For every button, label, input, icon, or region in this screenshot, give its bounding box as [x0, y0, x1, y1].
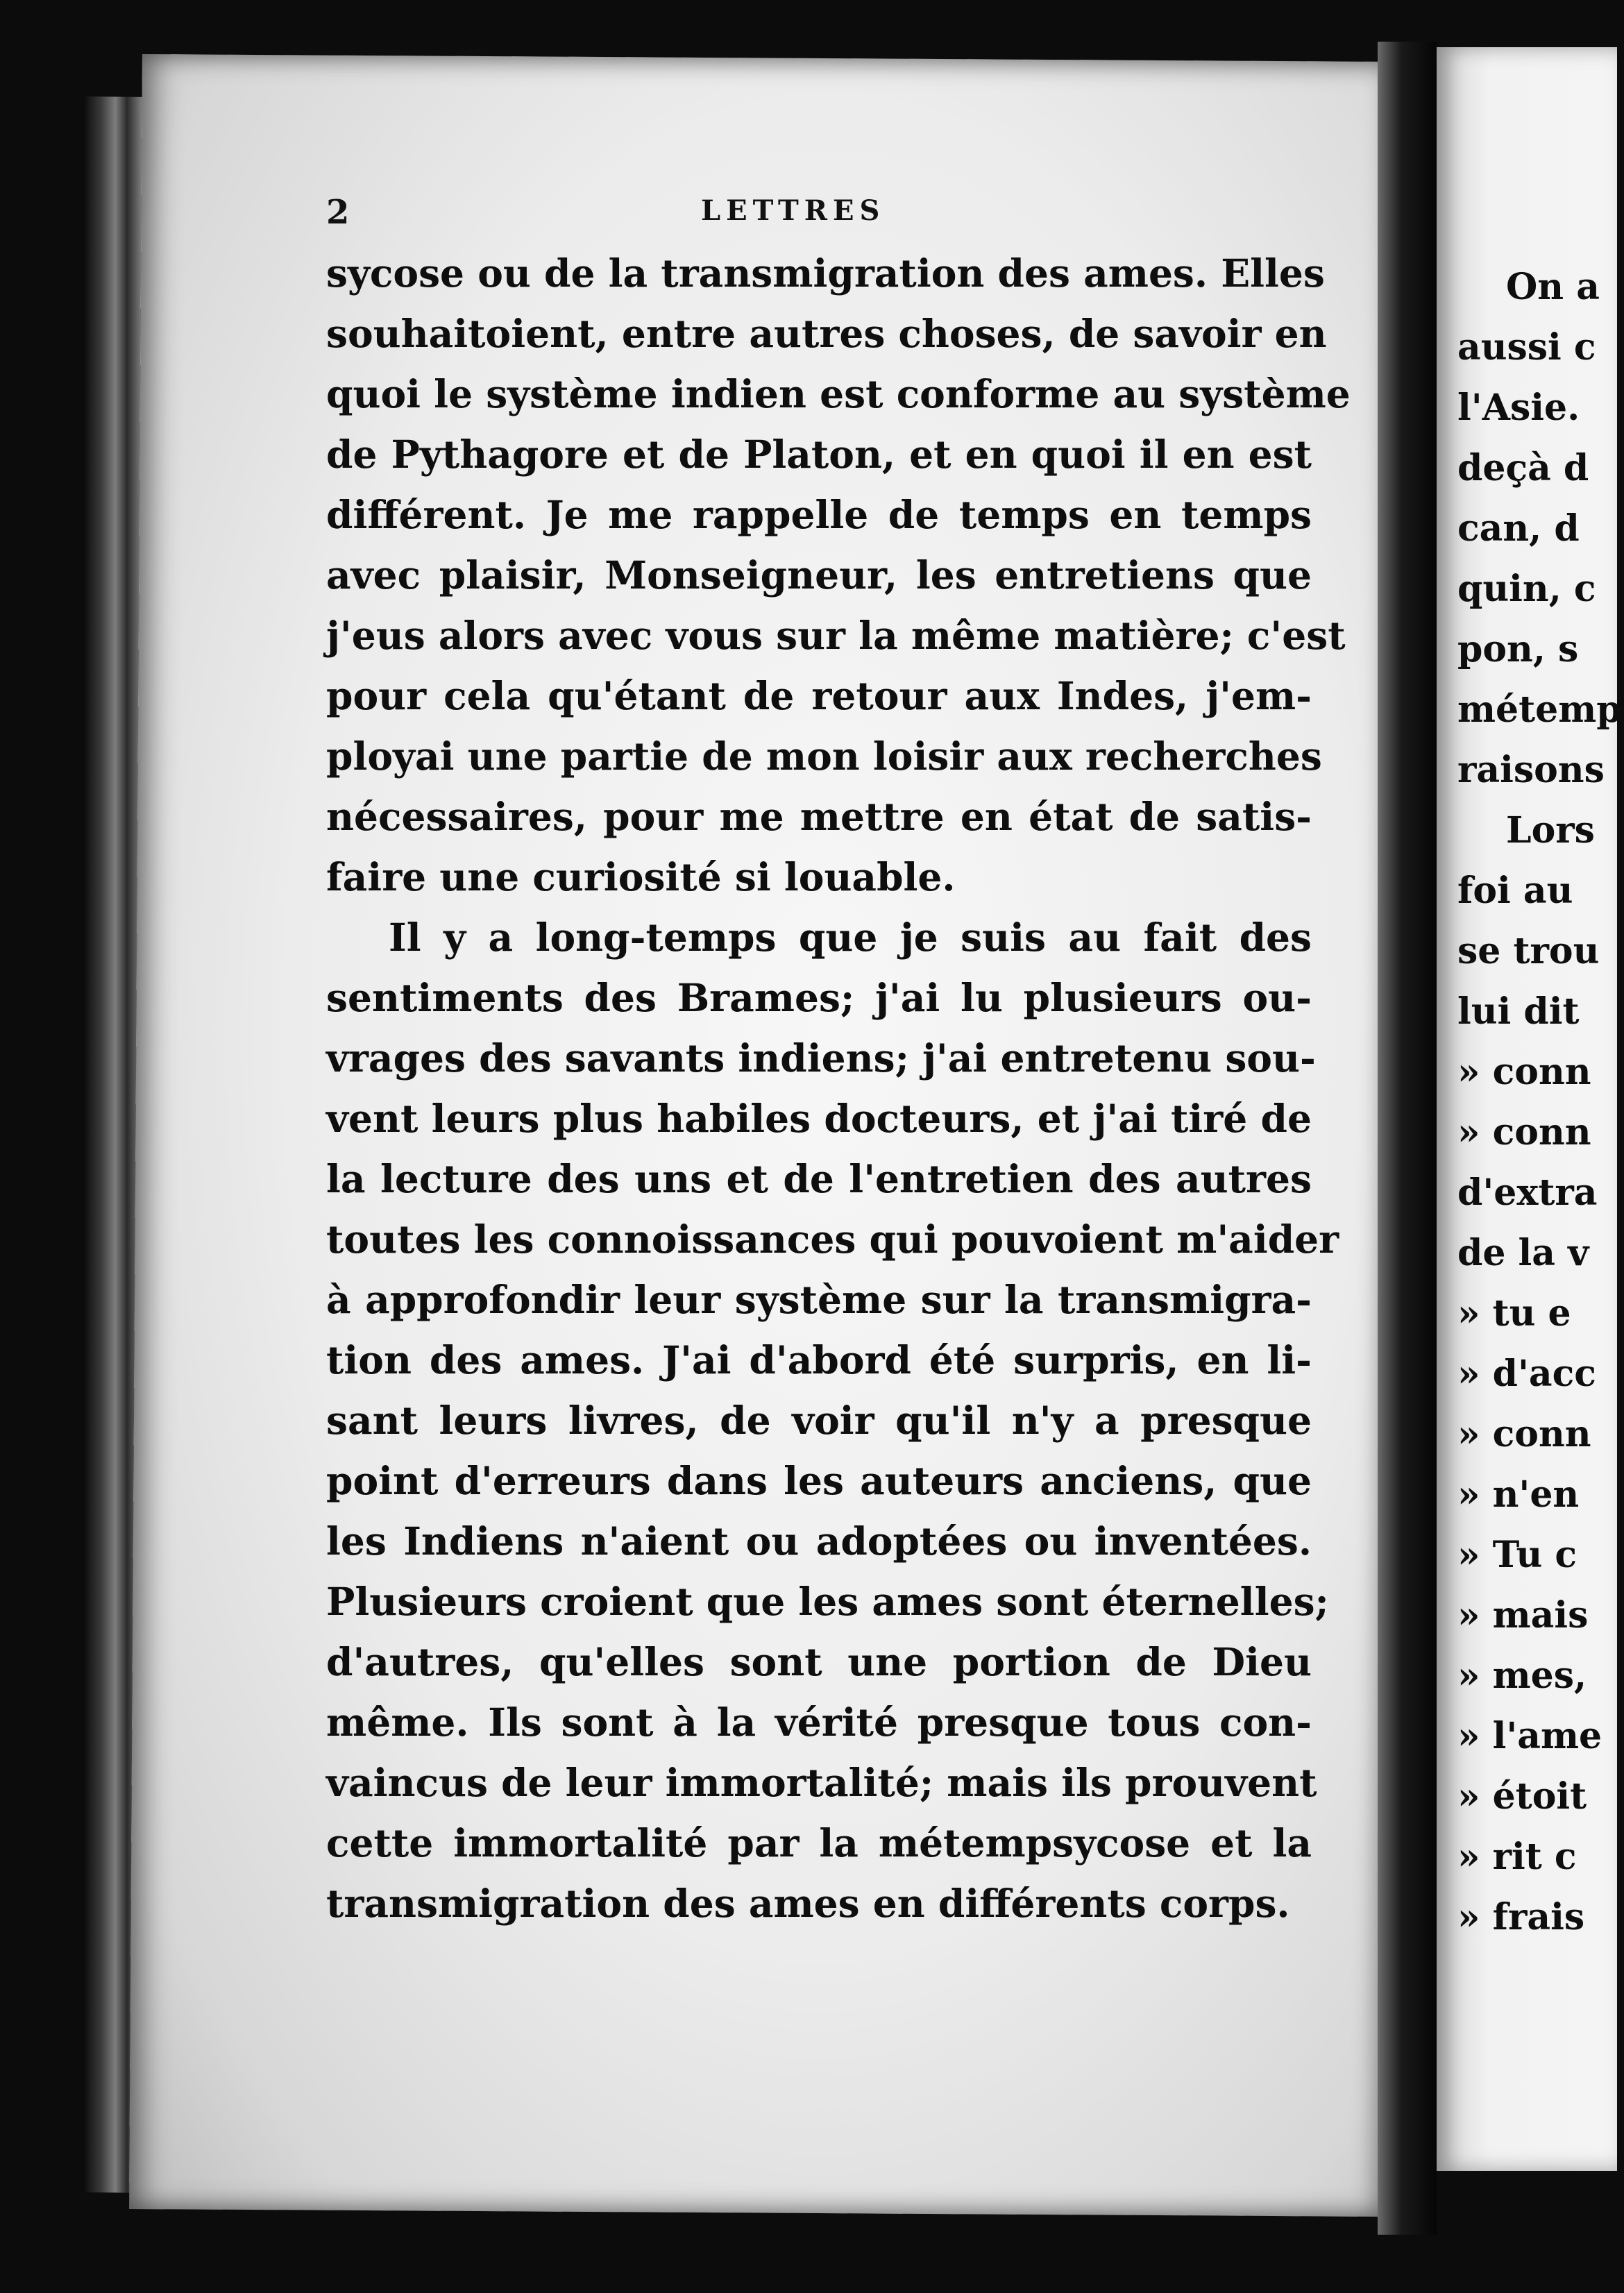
text-line: souhaitoient, entre autres choses, de savoir en: [326, 311, 1327, 356]
text-line: » conn: [1457, 1051, 1591, 1093]
text-line: On a: [1506, 266, 1600, 308]
text-line: tion des ames. J'ai d'abord été surpris, en li-: [326, 1337, 1312, 1382]
text-line: d'autres, qu'elles sont une portion de Dieu: [326, 1639, 1312, 1684]
text-line: foi au: [1457, 870, 1573, 912]
text-line: quin, c: [1457, 568, 1596, 610]
text-line: faire une curiosité si louable.: [326, 854, 956, 899]
text-line: cette immortalité par la métempsycose et la: [326, 1820, 1312, 1865]
text-line: raisons: [1457, 749, 1605, 791]
text-line: » Tu c: [1457, 1534, 1578, 1576]
text-line: Il y a long-temps que je suis au fait des: [389, 915, 1312, 960]
text-line: » d'acc: [1457, 1353, 1596, 1395]
text-line: » mes,: [1457, 1655, 1587, 1697]
text-line: sentiments des Brames; j'ai lu plusieurs ou-: [326, 975, 1312, 1020]
text-line: sycose ou de la transmigration des ames. Elles: [326, 251, 1325, 296]
text-line: » conn: [1457, 1413, 1591, 1455]
text-line: se trou: [1457, 930, 1600, 972]
text-line: lui dit: [1457, 990, 1580, 1033]
left-page-body: [326, 243, 1351, 1934]
running-head: [326, 193, 1312, 235]
text-line: j'eus alors avec vous sur la même matière; c'est: [326, 613, 1346, 658]
text-line: can, d: [1457, 507, 1580, 550]
text-line: » frais: [1457, 1896, 1585, 1938]
text-line: à approfondir leur système sur la transmigra-: [326, 1277, 1312, 1322]
text-line: Lors: [1506, 809, 1595, 852]
right-page-text-fragment: [1457, 257, 1624, 1947]
text-line: pon, s: [1457, 628, 1579, 670]
text-line: de la v: [1457, 1232, 1589, 1274]
running-title: LETTRES: [701, 194, 886, 227]
text-line: d'extra: [1457, 1171, 1598, 1214]
text-line: avec plaisir, Monseigneur, les entretiens que: [326, 552, 1312, 598]
text-line: » conn: [1457, 1111, 1591, 1153]
text-line: de Pythagore et de Platon, et en quoi il en est: [326, 432, 1312, 477]
text-line: les Indiens n'aient ou adoptées ou inventées.: [326, 1518, 1312, 1564]
text-line: toutes les connoissances qui pouvoient m'aider: [326, 1217, 1339, 1262]
text-line: » étoit: [1457, 1775, 1587, 1818]
text-line: » rit c: [1457, 1836, 1577, 1878]
text-line: vent leurs plus habiles docteurs, et j'ai tiré de: [326, 1096, 1312, 1141]
text-line: ployai une partie de mon loisir aux recherches: [326, 734, 1322, 779]
text-line: nécessaires, pour me mettre en état de satis-: [326, 794, 1312, 839]
text-line: point d'erreurs dans les auteurs anciens, que: [326, 1458, 1312, 1503]
text-line: différent. Je me rappelle de temps en temps: [326, 492, 1312, 537]
text-line: Plusieurs croient que les ames sont éternelles;: [326, 1579, 1329, 1624]
text-line: quoi le système indien est conforme au système: [326, 371, 1351, 416]
text-line: l'Asie.: [1457, 387, 1580, 429]
text-line: sant leurs livres, de voir qu'il n'y a presque: [326, 1398, 1312, 1443]
text-line: aussi c: [1457, 326, 1596, 369]
text-line: vrages des savants indiens; j'ai entretenu sou-: [326, 1035, 1316, 1081]
text-line: » l'ame: [1457, 1715, 1602, 1757]
text-line: » n'en: [1457, 1473, 1580, 1516]
text-line: transmigration des ames en différents corps.: [326, 1881, 1290, 1926]
text-line: vaincus de leur immortalité; mais ils prouvent: [326, 1760, 1317, 1805]
page-number: 2: [326, 193, 350, 232]
text-line: pour cela qu'étant de retour aux Indes, j'em-: [326, 673, 1312, 718]
text-line: » tu e: [1457, 1292, 1571, 1335]
text-line: métemp: [1457, 688, 1622, 731]
text-line: » mais: [1457, 1594, 1589, 1636]
book-gutter: [1378, 42, 1437, 2235]
text-line: la lecture des uns et de l'entretien des autres: [326, 1156, 1312, 1201]
text-line: même. Ils sont à la vérité presque tous con-: [326, 1700, 1312, 1745]
text-line: deçà d: [1457, 447, 1589, 489]
